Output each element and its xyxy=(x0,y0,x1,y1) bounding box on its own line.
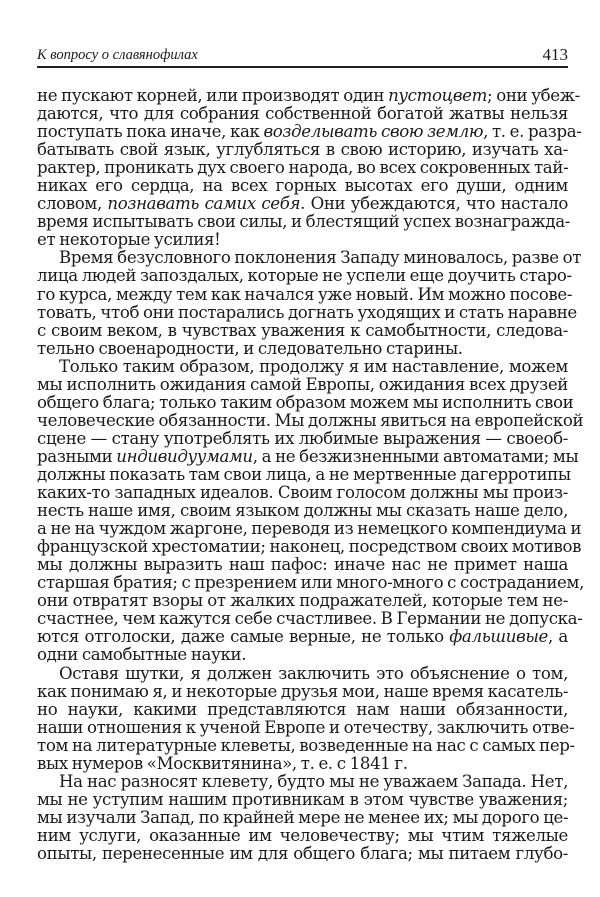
text-line xyxy=(37,376,568,394)
text-line xyxy=(37,212,571,232)
text-segment: наши отношения к ученой Европе и отечеству, заключить отве- xyxy=(37,717,575,737)
text-segment: лица людей запоздалых, которые не успели еще доучить старо- xyxy=(37,266,572,286)
running-header xyxy=(37,44,568,68)
text-segment: батывать свой язык, углубляться в свою историю, изучать ха- xyxy=(37,140,568,160)
text-segment: мы исполнить ожидания самой Европы, ожидания всех друзей xyxy=(37,374,568,394)
text-line xyxy=(37,464,571,484)
paragraph xyxy=(37,663,575,773)
text-segment: время испытывать свои силы, и блестящий успех вознагражда- xyxy=(37,212,571,232)
text-segment: словом, xyxy=(37,194,108,214)
text-segment: сцене — стану употреблять их любимые выражения — своеоб- xyxy=(37,428,568,448)
text-line xyxy=(37,86,580,105)
text-segment: опыты, перенесенные им для общего блага; мы питаем глубо- xyxy=(37,843,568,863)
text-segment: французской хрестоматии; наконец, посредством своих мотивов xyxy=(37,537,582,557)
text-line xyxy=(37,592,568,610)
text-segment: с своим веком, в чувствах уважения к самобытности, следова- xyxy=(37,320,568,340)
text-line xyxy=(37,573,584,593)
text-segment: но науки, какими представляются нам наши обязанности, xyxy=(37,699,568,719)
text-line xyxy=(37,519,582,539)
italic-text: познавать самих себя xyxy=(107,194,301,214)
text-line xyxy=(37,556,568,574)
page-body-text xyxy=(37,86,584,863)
paragraph xyxy=(37,356,584,665)
text-line xyxy=(37,266,572,286)
text-line xyxy=(37,248,582,268)
text-segment: они отвратят взоры от жалких подражателей, которые тем не- xyxy=(37,591,568,611)
text-segment: вых нумеров «Москвитянина», т. е. с 1841 г. xyxy=(37,753,408,773)
text-line xyxy=(37,755,568,773)
text-segment: На нас разносят клевету, будто мы не уважаем Запада. Нет, xyxy=(59,771,568,791)
text-line xyxy=(37,809,568,827)
text-line xyxy=(37,284,573,304)
text-segment: ; они убеж- xyxy=(487,86,580,105)
text-line xyxy=(37,609,583,629)
text-line xyxy=(37,717,575,737)
text-segment: не пускают корней, или производят один xyxy=(37,86,389,105)
text-line xyxy=(37,340,568,358)
text-line xyxy=(37,195,568,213)
text-line xyxy=(37,358,568,376)
text-segment: Только таким образом, продолжу я им наставление, можем xyxy=(59,356,568,376)
text-line xyxy=(37,735,575,755)
page-number: 413 xyxy=(542,45,568,64)
text-line xyxy=(37,446,579,466)
text-segment: общего блага; только таким образом можем мы исполнить свои xyxy=(37,392,574,412)
text-line xyxy=(37,845,568,863)
text-line xyxy=(37,392,574,412)
text-line xyxy=(37,430,568,448)
text-segment: , а не безжизненными автоматами; мы xyxy=(252,446,579,466)
text-line xyxy=(37,646,568,664)
text-segment: должны показать там свои лица, а не мертвенные дагерротипы xyxy=(37,464,571,484)
italic-text: возделывать свою землю xyxy=(263,122,484,142)
text-segment: человеческие обязанности. Мы должны явиться на европейской xyxy=(37,410,584,430)
text-segment: мы должны выразить наш пафос: иначе нас не примет наша xyxy=(37,555,568,575)
text-line xyxy=(37,122,582,142)
text-segment: никах его сердца, на всех горных высотах его души, одним xyxy=(37,176,568,196)
italic-text: индивидуумами xyxy=(116,446,253,466)
text-line xyxy=(37,665,568,683)
text-line xyxy=(37,484,568,502)
text-segment: том на литературные клеветы, возведенные на нас с самых пер- xyxy=(37,735,575,755)
text-line xyxy=(37,410,584,430)
paragraph xyxy=(37,248,582,358)
text-line xyxy=(37,773,568,791)
text-line xyxy=(37,177,568,195)
running-title: К вопросу о славянофилах xyxy=(37,47,198,63)
text-line xyxy=(37,628,568,646)
paragraph xyxy=(37,86,582,250)
text-line xyxy=(37,537,582,557)
text-line xyxy=(37,683,568,701)
text-line xyxy=(37,791,568,809)
text-segment: тельно своенародности, и следовательно старины. xyxy=(37,338,463,358)
text-segment: каких-то западных идеалов. Своим голосом должны мы произ- xyxy=(37,483,568,503)
text-line xyxy=(37,231,568,249)
text-segment: рактер, проникать дух своего народа, во всех сокровенных тай- xyxy=(37,158,569,178)
text-line xyxy=(37,105,568,123)
text-segment: . Они убеждаются, что настало xyxy=(300,194,568,214)
text-segment: как понимаю я, и некоторые друзья мои, наше время касатель- xyxy=(37,681,569,701)
text-segment: ет некоторые усилия! xyxy=(37,230,221,250)
text-segment: мы не уступим нашим противникам в этом чувстве уважения; xyxy=(37,789,568,809)
text-line xyxy=(37,502,568,520)
text-segment: старшая братия; с презрением или много-много с состраданием, xyxy=(37,573,584,593)
text-segment: разными xyxy=(37,446,117,466)
text-line xyxy=(37,322,568,340)
text-segment: Оставя шутки, я должен заключить это объяснение о том, xyxy=(59,663,568,683)
text-line xyxy=(37,827,568,845)
text-segment: ним услуги, оказанные им человечеству; мы чтим тяжелые xyxy=(37,825,568,845)
text-segment: поступать пока иначе, как xyxy=(37,122,264,142)
text-segment: а не на чуждом жаргоне, переводя из немецкого компендиума и xyxy=(37,519,582,539)
text-segment: , т. е. разра- xyxy=(483,122,582,142)
italic-text: пустоцвет xyxy=(388,86,488,105)
text-segment: ются отголоски, даже самые верные, не только xyxy=(37,627,450,647)
text-segment: , а xyxy=(548,627,568,647)
text-segment: одни самобытные науки. xyxy=(37,645,247,665)
text-segment: товать, чтоб они постарались догнать уходящих и стать наравне xyxy=(37,302,577,322)
text-segment: го курса, между тем как начался уже новый. Им можно посове- xyxy=(37,284,573,304)
text-segment: несть наше имя, своим языком должны мы сказать наше дело, xyxy=(37,501,568,521)
text-line xyxy=(37,302,577,322)
text-line xyxy=(37,701,568,719)
text-line xyxy=(37,141,568,159)
text-segment: даются, что для собрания собственной богатой жатвы нельзя xyxy=(37,104,568,124)
text-segment: счастнее, чем кажутся себе счастливее. В Германии не допуска- xyxy=(37,609,583,629)
text-segment: Время безусловного поклонения Западу миновалось, разве от xyxy=(59,248,582,268)
text-line xyxy=(37,159,568,177)
text-segment: мы изучали Запад, по крайней мере не менее их; мы дорого це- xyxy=(37,807,569,827)
italic-text: фальшивые xyxy=(449,627,549,647)
paragraph xyxy=(37,773,568,863)
